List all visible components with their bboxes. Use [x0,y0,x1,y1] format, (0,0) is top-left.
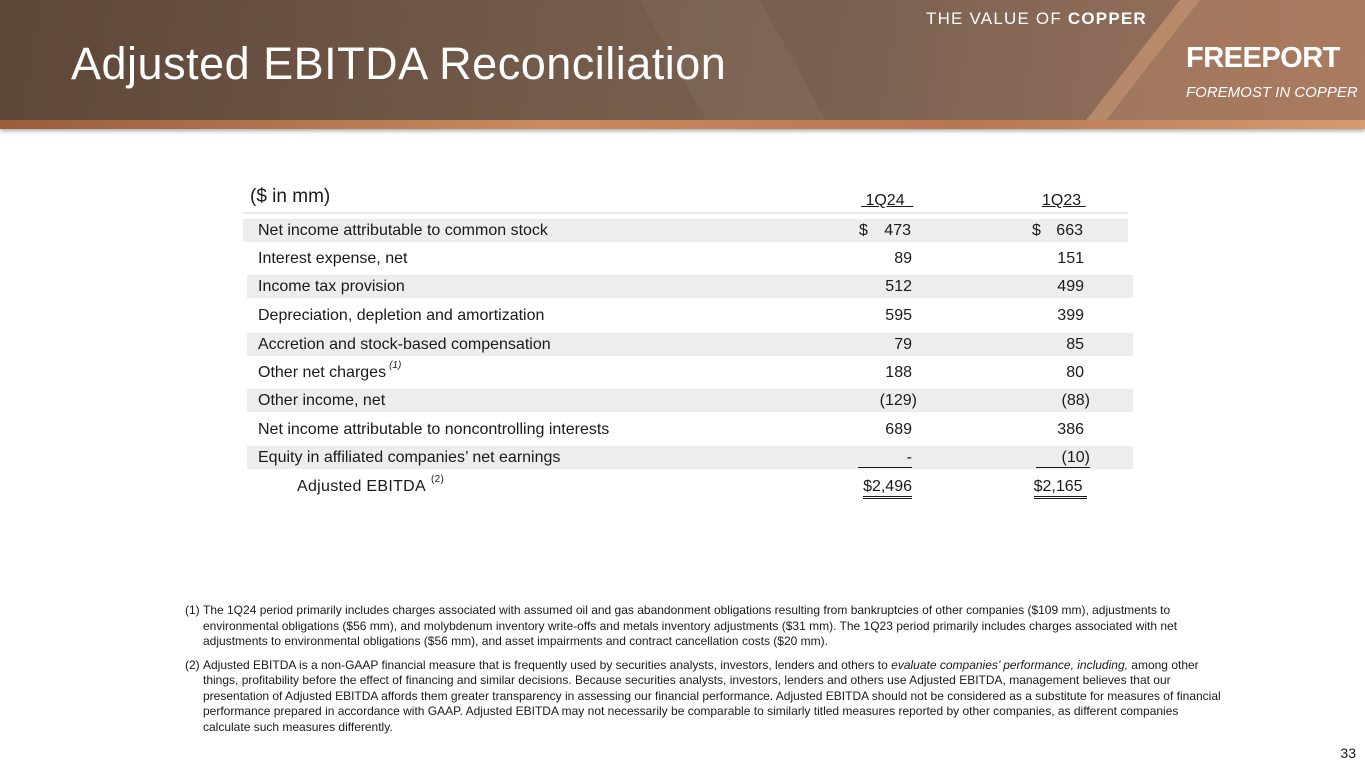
value-1q23: 663 [1056,222,1083,239]
company-logo: FREEPORT [1186,42,1340,74]
value-1q23: 85 [1066,336,1084,353]
value-1q24: 689 [885,421,912,438]
table-row [247,304,1133,327]
row-label: Accretion and stock-based compensation [258,336,551,353]
total-label: Adjusted EBITDA $^{(2)}$ [297,474,445,495]
value-1q23: 386 [1057,421,1084,438]
row-label: Interest expense, net [258,250,408,267]
footnote-2 [185,658,1225,736]
footnote-text: Adjusted EBITDA is a non-GAAP financial measure that is frequently used by securities analysts, investors, lenders and others to evaluate companies’ performance, including, among other things, profitability before the effect of financing and similar decisions. Because securities analysts, investors, lenders and others use Adjusted EBITDA, management believes that our presentation of Adjusted EBITDA affords them greater transparency in assessing our financial performance. Adjusted EBITDA should not be considered as a substitute for measures of financial performance prepared in accordance with GAAP. Adjusted EBITDA may not necessarily be comparable to similarly titled measures reported by other companies, as different companies calculate such measures differently. [203,657,1221,734]
value-1q24: 512 [885,278,912,295]
value-1q24: 79 [894,336,912,353]
table-row [247,333,1133,356]
table-row [247,446,1133,469]
tagline-light: THE VALUE OF [926,9,1068,28]
row-label: Other income, net [258,392,386,409]
value-1q24: - [858,449,912,468]
value-1q23: 80 [1066,364,1084,381]
table-row [247,418,1133,441]
value-1q24: 595 [885,307,912,324]
total-1q24: $2,496 [863,478,912,499]
copper-accent-stripe [0,120,1365,129]
value-1q24: 89 [894,250,912,267]
currency-symbol: $ [1032,222,1041,239]
row-label: Other net charges $^{(1)}$ [258,360,402,381]
page-title: Adjusted EBITDA Reconciliation [71,38,727,89]
table-row [247,247,1133,270]
row-label: Depreciation, depletion and amortization [258,307,545,324]
table-row [247,275,1133,298]
footnotes [185,603,1225,743]
company-logo-subtext: FOREMOST IN COPPER [1186,84,1358,101]
column-header-1q24: 1Q24 [865,192,905,209]
footnote-ref: (2) [431,474,445,485]
footnote-number: (1) [185,603,200,617]
value-1q24: 473 [884,222,911,239]
value-1q24: (129) [879,392,917,409]
value-1q24: 188 [885,364,912,381]
column-header-1q23: 1Q23 [1042,192,1082,209]
table-row [247,389,1133,412]
footnote-number: (2) [185,657,200,672]
total-row [247,475,1133,498]
page-number: 33 [1340,745,1356,761]
row-label: Net income attributable to common stock [258,222,548,239]
currency-symbol: $ [859,222,868,239]
value-1q23: 399 [1057,307,1084,324]
tagline [926,9,1147,29]
header-banner [0,0,1365,128]
row-label: Equity in affiliated companies’ net earnings [258,449,561,466]
value-1q23: (10) [1036,449,1090,468]
table-row [243,219,1128,242]
table-row [247,361,1133,384]
header-divider [243,212,1128,214]
total-1q23: $2,165 [1034,478,1087,499]
value-1q23: 151 [1057,250,1084,267]
row-label: Income tax provision [258,278,405,295]
value-1q23: 499 [1057,278,1084,295]
row-label: Net income attributable to noncontrolling interests [258,421,610,438]
tagline-bold: COPPER [1067,9,1147,28]
value-1q23: (88) [1061,392,1090,409]
footnote-1 [185,603,1225,650]
footnote-ref: (1) [389,360,402,371]
footnote-text: The 1Q24 period primarily includes charges associated with assumed oil and gas abandonment obligations resulting from bankruptcies of other companies ($109 mm), adjustments to environmental obligations ($56 mm), and molybdenum inventory write-offs and metals inventory adjustments ($31 mm). The 1Q23 period primarily includes charges associated with net adjustments to environmental obligations ($56 mm), and asset impairments and contract cancellation costs ($20 mm). [203,603,1178,648]
unit-label: ($ in mm) [250,186,331,207]
